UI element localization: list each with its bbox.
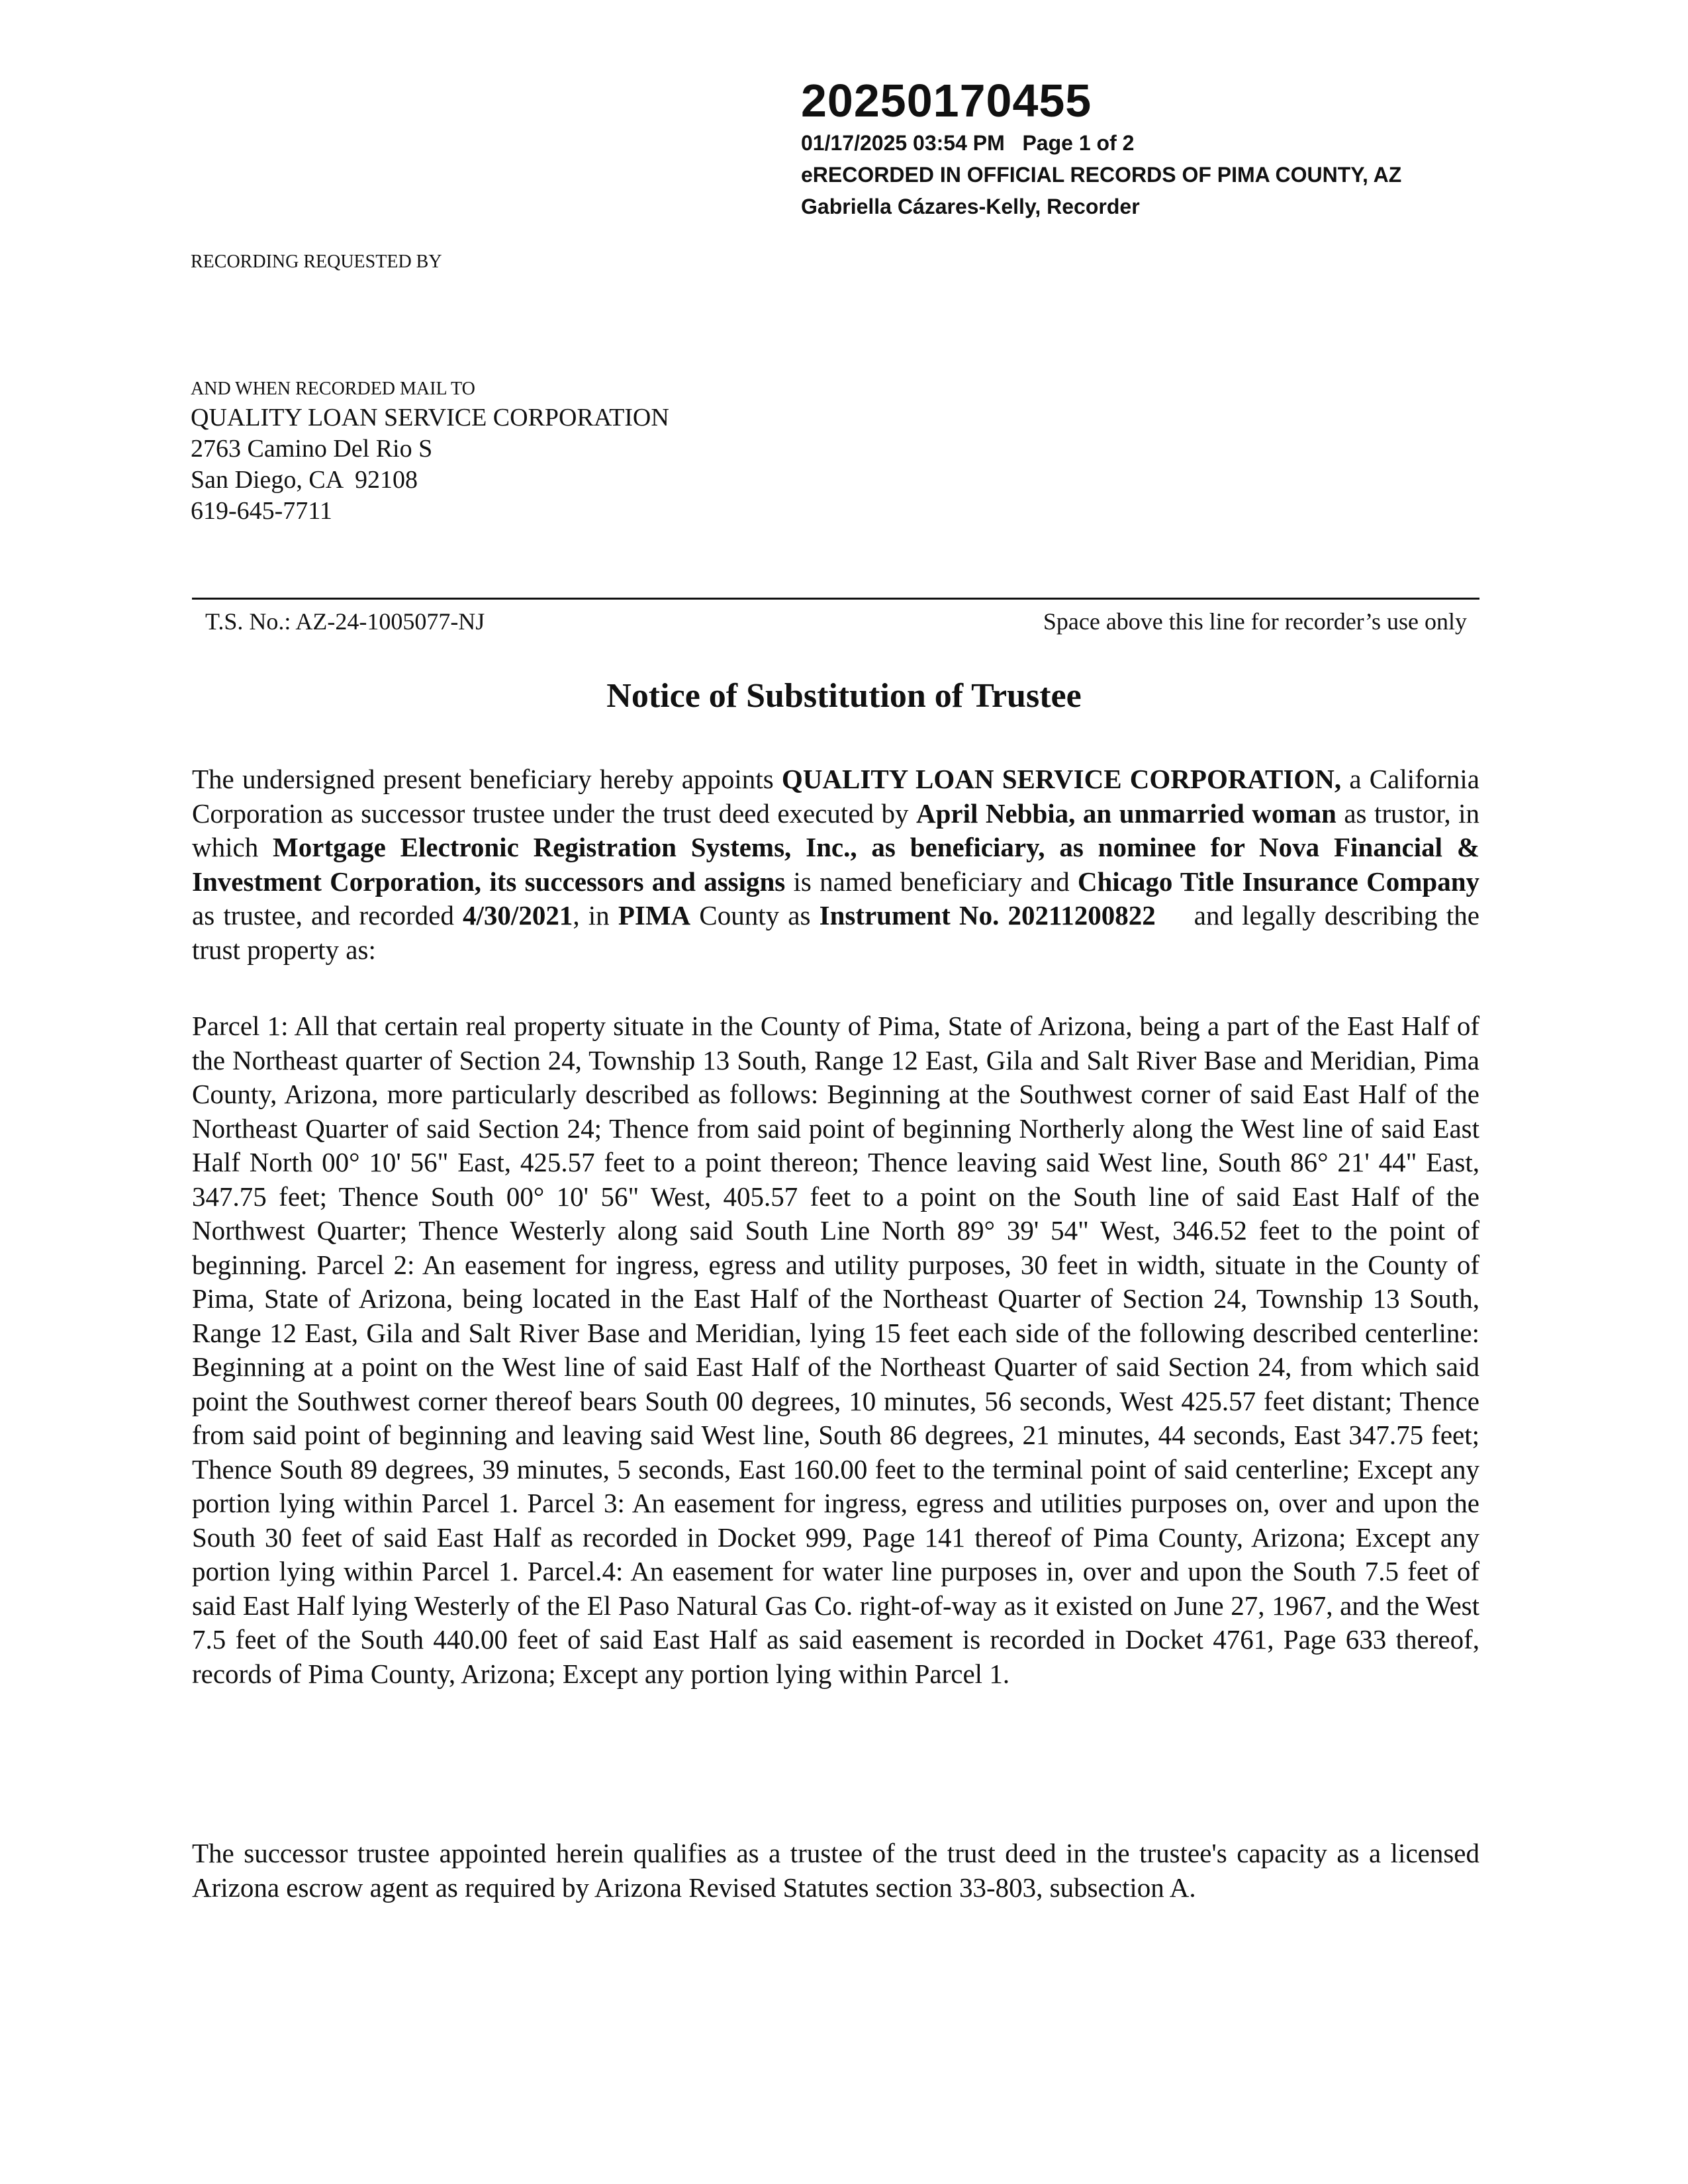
beneficiary-name: Mortgage Electronic Registration Systems, Inc., as beneficiary, as nominee for Nova Financial & Investment Corporation, its successors and assigns	[192, 832, 1479, 897]
appointment-text-7: County as	[690, 900, 820, 931]
appointment-text-1: The undersigned present beneficiary hereby appoints	[192, 764, 782, 794]
recorder-space-divider	[192, 598, 1479, 600]
recording-recorder: Gabriella Cázares-Kelly, Recorder	[801, 195, 1140, 218]
recording-instrument-number: 20250170455	[801, 75, 1092, 126]
recorder-space-note: Space above this line for recorder’s use only	[1043, 608, 1467, 635]
appointment-text-8: and legally describing the trust property as:	[192, 900, 1479, 965]
appointment-paragraph	[192, 762, 1479, 967]
qualification-paragraph: The successor trustee appointed herein qualifies as a trustee of the trust deed in the trustee's capacity as a licensed Arizona escrow agent as required by Arizona Revised Statutes section 33-803, subsection A.	[192, 1838, 1479, 1903]
recording-datetime-page: 01/17/2025 03:54 PM Page 1 of 2	[801, 131, 1135, 155]
county-name: PIMA	[618, 900, 691, 931]
ts-number: T.S. No.: AZ-24-1005077-NJ	[205, 608, 485, 635]
mail-to-city: San Diego, CA 92108	[191, 466, 418, 494]
mail-to-name: QUALITY LOAN SERVICE CORPORATION	[191, 404, 669, 432]
appointment-text-3: as trustor, in which	[192, 797, 1479, 862]
successor-trustee-name: QUALITY LOAN SERVICE CORPORATION,	[781, 764, 1342, 794]
appointment-text-2: a California Corporation as successor trustee under the trust deed executed by	[192, 764, 1479, 829]
recording-stamp	[801, 74, 1401, 222]
appointment-text-5: as trustee, and recorded	[192, 900, 463, 931]
recorded-date: 4/30/2021	[463, 900, 573, 931]
appointment-text-6: , in	[573, 900, 618, 931]
mail-to-label: AND WHEN RECORDED MAIL TO	[191, 379, 475, 399]
appointment-text-4: is named beneficiary and	[785, 866, 1078, 897]
instrument-number: Instrument No. 20211200822	[819, 900, 1156, 931]
trustor-name: April Nebbia, an unmarried woman	[916, 797, 1336, 829]
mail-to-phone: 619-645-7711	[191, 497, 332, 525]
original-trustee-name: Chicago Title Insurance Company	[1077, 866, 1480, 897]
mail-to-address	[191, 402, 669, 527]
legal-description: Parcel 1: All that certain real property situate in the County of Pima, State of Arizona, being a part of the East Half of the Northeast quarter of Section 24, Township 13 South, Range 12 East, Gila and Salt River Base and Meridian, Pima County, Arizona, more particularly described as follows: Beginning at the Southwest corner of said East Half of the Northeast Quarter of said Section 24; Thence from said point of beginning Northerly along the West line of said East Half North 00° 10' 56" East, 425.57 feet to a point thereon; Thence leaving said West line, South 86° 21' 44" East, 347.75 feet; Thence South 00° 10' 56" West, 405.57 feet to a point on the South line of said East Half of the Northwest Quarter; Thence Westerly along said South Line North 89° 39' 54" West, 346.52 feet to the point of beginning. Parcel 2: An easement for ingress, egress and utility purposes, 30 feet in width, situate in the County of Pima, State of Arizona, being located in the East Half of the Northeast Quarter of Section 24, Township 13 South, Range 12 East, Gila and Salt River Base and Meridian, lying 15 feet each side of the following described centerline: Beginning at a point on the West line of said East Half of the Northeast Quarter of said Section 24, from which said point the Southwest corner thereof bears South 00 degrees, 10 minutes, 56 seconds, West 425.57 feet distant; Thence from said point of beginning and leaving said West line, South 86 degrees, 21 minutes, 44 seconds, East 347.75 feet; Thence South 89 degrees, 39 minutes, 5 seconds, East 160.00 feet to the terminal point of said centerline; Except any portion lying within Parcel 1. Parcel 3: An easement for ingress, egress and utilities purposes on, over and upon the South 30 feet of said East Half as recorded in Docket 999, Page 141 thereof of Pima County, Arizona; Except any portion lying within Parcel 1. Parcel.4: An easement for water line purposes in, over and upon the South 7.5 feet of said East Half lying Westerly of the El Paso Natural Gas Co. right-of-way as it existed on June 27, 1967, and the West 7.5 feet of the South 440.00 feet of said East Half as said easement is recorded in Docket 4761, Page 633 thereof, records of Pima County, Arizona; Except any portion lying within Parcel 1.	[192, 1011, 1479, 1689]
recording-recorded-line: eRECORDED IN OFFICIAL RECORDS OF PIMA COUNTY, AZ	[801, 163, 1402, 187]
mail-to-street: 2763 Camino Del Rio S	[191, 435, 433, 463]
recording-requested-by: RECORDING REQUESTED BY	[191, 251, 442, 272]
document-title: Notice of Substitution of Trustee	[606, 677, 1082, 715]
